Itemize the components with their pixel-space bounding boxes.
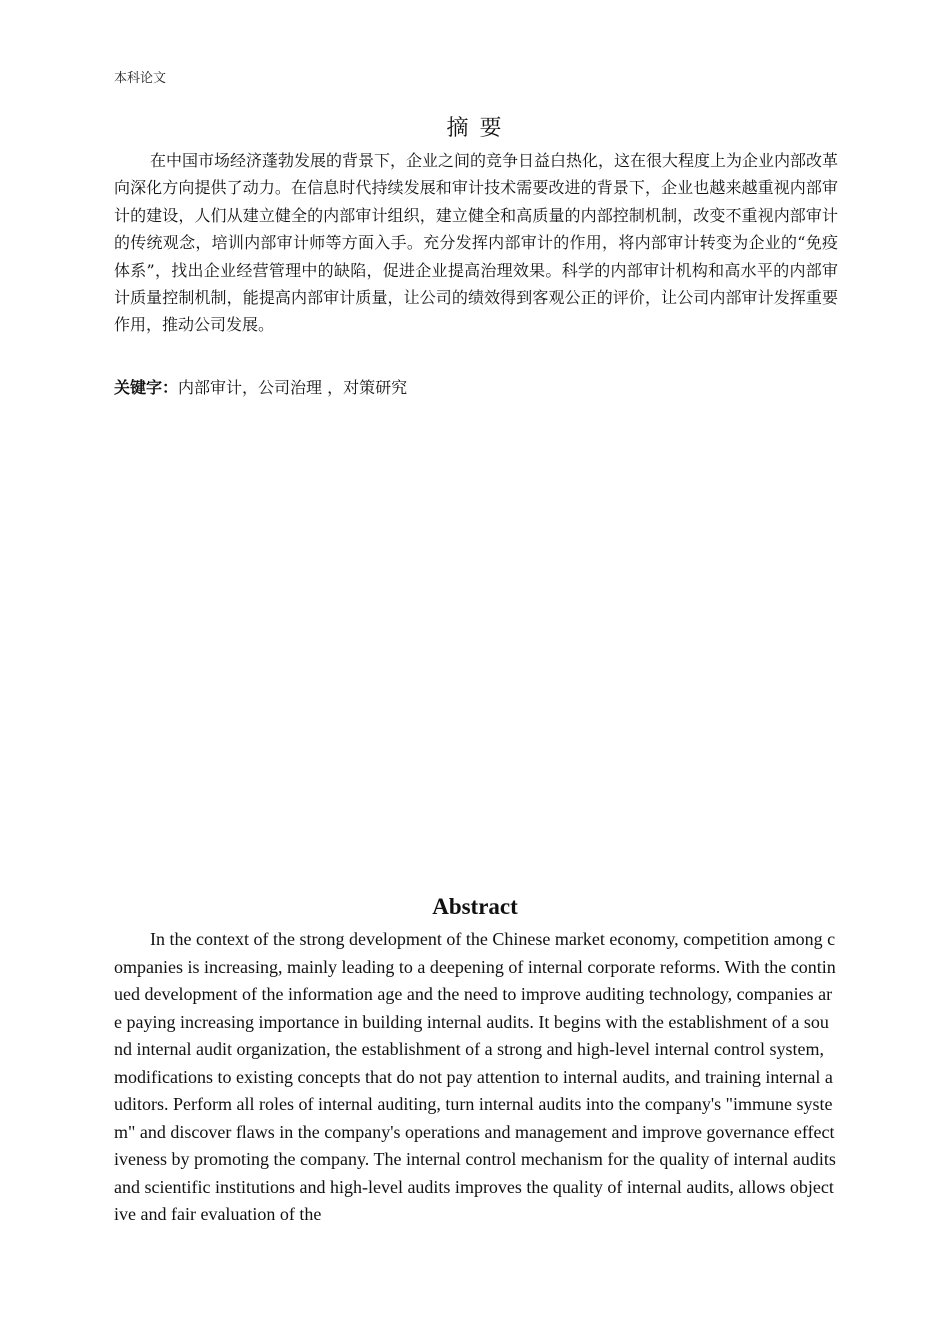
keywords-line <box>114 374 838 401</box>
keywords-label: 关键字： <box>114 378 179 397</box>
abstract-cn-body: 在中国市场经济蓬勃发展的背景下，企业之间的竞争日益白热化，这在很大程度上为企业内部改革向深化方向提供了动力。在信息时代持续发展和审计技术需要改进的背景下，企业也越来越重视内部审计的建设，人们从建立健全的内部审计组织，建立健全和高质量的内部控制机制，改变不重视内部审计的传统观念，培训内部审计师等方面入手。充分发挥内部审计的作用，将内部审计转变为企业的“免疫体系”，找出企业经营管理中的缺陷，促进企业提高治理效果。科学的内部审计机构和高水平的内部审计质量控制机制，能提高内部审计质量，让公司的绩效得到客观公正的评价，让公司内部审计发挥重要作用，推动公司发展。 <box>114 151 839 335</box>
abstract-en-title: Abstract <box>432 894 518 919</box>
abstract-en-body: In the context of the strong development of the Chinese market economy, competition among companies is increasing, mainly leading to a deepening of internal corporate reforms. With the continued development of the information age and the need to improve auditing technology, companies are paying increasing importance in building internal audits. It begins with the establishment of a sound internal audit organization, the establishment of a strong and high-level internal control system, modifications to existing concepts that do not pay attention to internal audits, and training internal auditors. Perform all roles of internal auditing, turn internal audits into the company's "immune system" and discover flaws in the company's operations and management and improve governance effectiveness by promoting the company. The internal control mechanism for the quality of internal audits and scientific institutions and high-level audits improves the quality of internal audits, allows objective and fair evaluation of the <box>114 929 836 1224</box>
page-header-label: 本科论文 <box>114 71 167 86</box>
abstract-cn-title: 摘 要 <box>446 116 504 141</box>
keywords-text: 内部审计，公司治理 ，对策研究 <box>178 378 408 397</box>
